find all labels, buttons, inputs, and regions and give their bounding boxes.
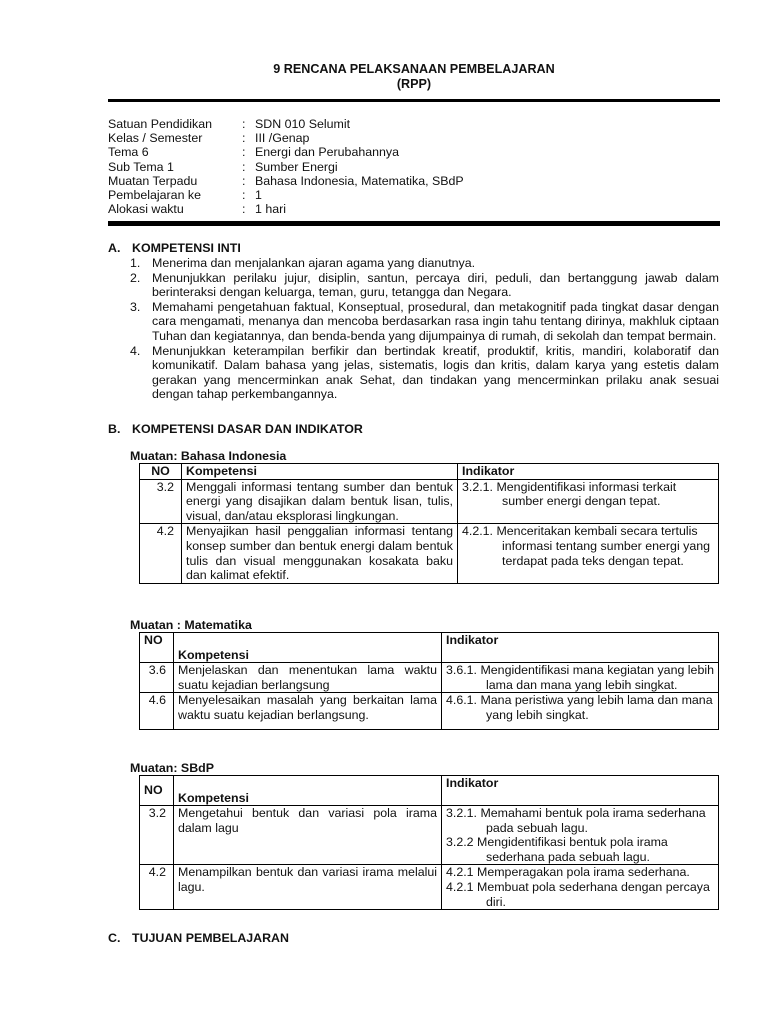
table-sbdp [139, 775, 719, 910]
info-label: Pembelajaran ke [108, 187, 201, 202]
list-text: Memahami pengetahuan faktual, Konseptual, prosedural, dan metakognitif pada tingkat dasar dengan cara mengamati, menanya dan mencoba berdasarkan rasa ingin tahu tentang dirinya, makhluk ciptaan Tuhan dan kegiatannya, dan benda-benda yang dijumpainya di rumah, di sekolah dan tempat bermain. [152, 299, 719, 343]
info-value: 1 hari [255, 202, 286, 217]
indikator-item [446, 693, 714, 722]
cell-kompetensi: Mengetahui bentuk dan variasi pola irama dalam lagu [174, 806, 442, 865]
document-title [108, 62, 720, 92]
indikator-number: 4.2.1 [446, 865, 474, 880]
header-indikator-text: Indikator [446, 633, 499, 647]
title-line-2: (RPP) [396, 77, 432, 91]
cell-no: 3.2 [140, 806, 174, 865]
header-kompetensi: Kompetensi [182, 464, 458, 480]
bottom-rule [108, 221, 720, 226]
section-letter: C. [108, 931, 121, 945]
indikator-item [446, 663, 714, 692]
indikator-text: Mengidentifikasi bentuk pola irama sederhana pada sebuah lagu. [477, 835, 668, 864]
list-number: 2. [130, 270, 141, 285]
list-item [130, 256, 719, 271]
list-number: 1. [130, 256, 141, 270]
table-row [140, 865, 719, 910]
table-header-row [140, 633, 719, 663]
list-number: 3. [130, 299, 141, 314]
info-label: Kelas / Semester [108, 131, 203, 146]
table-row [140, 693, 719, 730]
header-no [140, 776, 174, 806]
indikator-number: 4.6.1. [446, 693, 478, 708]
header-kompetensi-text: Kompetensi [178, 790, 249, 805]
header-no: NO [140, 464, 182, 480]
cell-indikator [442, 865, 719, 910]
list-text: Menerima dan menjalankan ajaran agama yang dianutnya. [152, 256, 476, 270]
info-separator: : [242, 187, 246, 202]
section-title: TUJUAN PEMBELAJARAN [132, 931, 289, 945]
table-header-row [140, 776, 719, 806]
header-indikator-text: Indikator [446, 776, 499, 790]
cell-indikator [442, 806, 719, 865]
top-rule [108, 99, 720, 102]
table-bahasa-indonesia [139, 463, 719, 584]
indikator-number: 3.2.2 [446, 835, 474, 850]
indikator-number: 3.2.1. [446, 806, 478, 820]
list-number: 4. [130, 343, 141, 358]
cell-kompetensi: Menyajikan hasil penggalian informasi tentang konsep sumber dan bentuk energi dalam bentuk tulis dan visual menggunakan kosakata baku dan kalimat efektif. [182, 524, 458, 583]
indikator-item [462, 480, 714, 509]
kompetensi-inti-list [130, 256, 719, 402]
info-separator: : [242, 145, 246, 160]
indikator-number: 3.2.1. [462, 479, 494, 494]
table-row [140, 479, 719, 524]
info-separator: : [242, 117, 246, 131]
indikator-item [462, 524, 714, 568]
section-a-heading [108, 241, 241, 256]
muatan-bahasa-label: Muatan: Bahasa Indonesia [130, 449, 287, 463]
table-row [140, 663, 719, 693]
cell-no: 4.6 [140, 693, 174, 730]
indikator-text: Menceritakan kembali secara tertulis informasi tentang sumber energi yang terdapat pada teks dengan tepat. [496, 524, 711, 568]
info-label: Satuan Pendidikan [108, 117, 213, 131]
table-header-row [140, 464, 719, 480]
cell-no: 4.2 [140, 865, 174, 910]
cell-no: 3.6 [140, 663, 174, 693]
info-label: Tema 6 [108, 145, 149, 160]
header-kompetensi-text: Kompetensi [178, 647, 249, 662]
header-no-text: NO [144, 783, 163, 797]
header-kompetensi [174, 633, 442, 663]
indikator-item [446, 865, 714, 880]
list-item [130, 300, 719, 344]
info-value: 1 [255, 187, 262, 202]
cell-no: 4.2 [140, 524, 182, 583]
table-row [140, 806, 719, 865]
header-indikator: Indikator [458, 464, 719, 480]
indikator-text: Mana peristiwa yang lebih lama dan mana yang lebih singkat. [480, 693, 713, 722]
cell-kompetensi: Menggali informasi tentang sumber dan bentuk energi yang disajikan dalam bentuk lisan, tulis, visual, dan/atau eksplorasi lingkungan. [182, 479, 458, 524]
indikator-item [446, 880, 714, 909]
header-kompetensi [174, 776, 442, 806]
section-letter: A. [108, 241, 121, 255]
info-value: Energi dan Perubahannya [255, 145, 399, 160]
info-separator: : [242, 131, 246, 146]
list-item [130, 271, 719, 300]
muatan-sbdp-label: Muatan: SBdP [130, 761, 214, 775]
cell-kompetensi: Menjelaskan dan menentukan lama waktu suatu kejadian berlangsung [174, 663, 442, 693]
cell-kompetensi: Menampilkan bentuk dan variasi irama melalui lagu. [174, 865, 442, 910]
indikator-number: 3.6.1. [446, 663, 478, 677]
header-no [140, 633, 174, 663]
indikator-number: 4.2.1 [446, 879, 474, 894]
table-matematika [139, 632, 719, 730]
muatan-matematika-label: Muatan : Matematika [130, 618, 252, 632]
list-text: Menunjukkan keterampilan berfikir dan bertindak kreatif, produktif, kritis, mandiri, kolaboratif dan komunikatif. Dalam bahasa yang jelas, sistematis, logis dan kritis, dalam karya yang estetis dalam gerakan yang mencerminkan anak Sehat, dan tindakan yang mencerminkan prilaku anak sesuai dengan tahap perkembangannya. [152, 343, 719, 402]
info-label: Muatan Terpadu [108, 173, 198, 188]
header-indikator [442, 776, 719, 806]
table-row [140, 524, 719, 583]
info-value: Sumber Energi [255, 159, 338, 174]
cell-indikator [442, 663, 719, 693]
section-c-heading [108, 931, 289, 946]
list-text: Menunjukkan perilaku jujur, disiplin, santun, percaya diri, peduli, dan bertanggung jawab dalam berinteraksi dengan keluarga, teman, guru, tetangga dan Negara. [152, 270, 719, 300]
section-title: KOMPETENSI DASAR DAN INDIKATOR [132, 422, 363, 436]
info-value: Bahasa Indonesia, Matematika, SBdP [255, 173, 464, 188]
info-value: III /Genap [255, 131, 310, 146]
info-separator: : [242, 159, 246, 174]
header-no-text: NO [144, 633, 163, 647]
cell-indikator [458, 524, 719, 583]
indikator-text: Membuat pola sederhana dengan percaya diri. [477, 879, 710, 909]
info-value: SDN 010 Selumit [255, 117, 351, 131]
section-letter: B. [108, 422, 121, 436]
header-indikator [442, 633, 719, 663]
indikator-text: Memahami bentuk pola irama sederhana pada sebuah lagu. [480, 806, 706, 835]
section-title: KOMPETENSI INTI [132, 241, 241, 255]
info-label: Sub Tema 1 [108, 159, 174, 174]
cell-indikator [458, 479, 719, 524]
indikator-text: Mengidentifikasi informasi terkait sumber energi dengan tepat. [496, 479, 677, 509]
cell-kompetensi: Menyelesaikan masalah yang berkaitan lama waktu suatu kejadian berlangsung. [174, 693, 442, 730]
info-label: Alokasi waktu [108, 202, 184, 217]
indikator-text: Mengidentifikasi mana kegiatan yang lebih lama dan mana yang lebih singkat. [480, 663, 714, 692]
section-b-heading [108, 422, 363, 437]
indikator-text: Memperagakan pola irama sederhana. [477, 865, 690, 880]
cell-indikator [442, 693, 719, 730]
cell-no: 3.2 [140, 479, 182, 524]
info-separator: : [242, 202, 246, 217]
indikator-item [446, 806, 714, 835]
list-item [130, 344, 719, 402]
title-line-1: 9 RENCANA PELAKSANAAN PEMBELAJARAN [273, 62, 555, 76]
info-separator: : [242, 173, 246, 188]
indikator-number: 4.2.1. [462, 524, 494, 539]
indikator-item [446, 835, 714, 864]
